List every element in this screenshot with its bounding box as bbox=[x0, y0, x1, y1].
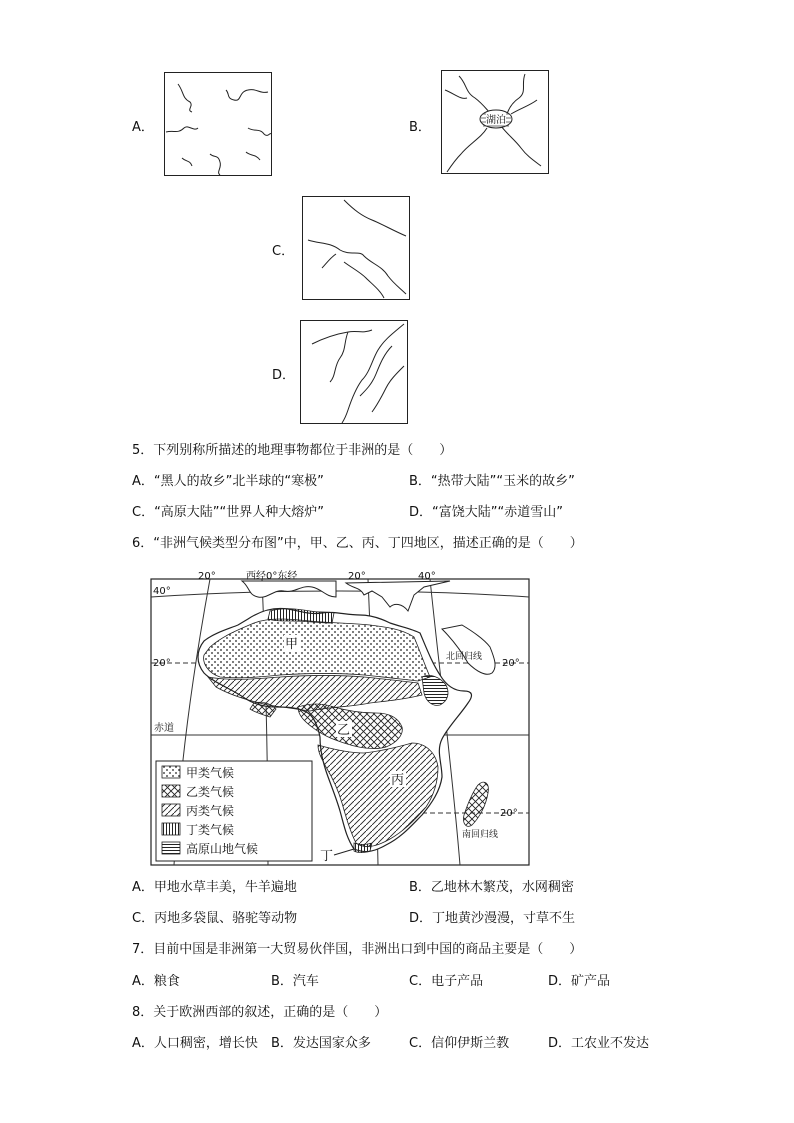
lon-20w-label: 20° bbox=[198, 571, 216, 582]
legend-swatch-bing bbox=[162, 804, 180, 816]
q5-stem: 5．下列别称所描述的地理事物都位于非洲的是（ ） bbox=[132, 443, 453, 458]
q7-stem: 7．目前中国是非洲第一大贸易伙伴国，非洲出口到中国的商品主要是（ ） bbox=[132, 942, 583, 957]
q8-option-b: B．发达国家众多 bbox=[271, 1036, 371, 1051]
lat-20n-right-label: 20° bbox=[502, 658, 520, 669]
q5-option-a: A．“黑人的故乡”北半球的“寒极” bbox=[132, 474, 324, 489]
q7-option-c: C．电子产品 bbox=[409, 974, 484, 989]
q8-option-c: C．信仰伊斯兰教 bbox=[409, 1036, 510, 1051]
river-figure-c bbox=[302, 196, 410, 300]
lat-20s-right-label: 20° bbox=[500, 808, 518, 819]
q6-stem: 6．“非洲气候类型分布图”中，甲、乙、丙、丁四地区，描述正确的是（ ） bbox=[132, 536, 583, 551]
q6-option-a: A．甲地水草丰美，牛羊遍地 bbox=[132, 880, 297, 895]
q7-option-b: B．汽车 bbox=[271, 974, 319, 989]
q5-option-d: D．“富饶大陆”“赤道雪山” bbox=[409, 505, 563, 520]
legend-swatch-yi bbox=[162, 785, 180, 797]
equator-label: 赤道 bbox=[154, 723, 174, 734]
legend-swatch-highland bbox=[162, 842, 180, 854]
q6-option-c: C．丙地多袋鼠、骆驼等动物 bbox=[132, 911, 298, 926]
q6-option-d: D．丁地黄沙漫漫，寸草不生 bbox=[409, 911, 576, 926]
legend-swatch-ding bbox=[162, 823, 180, 835]
lon-40e-label: 40° bbox=[418, 571, 436, 582]
lat-20n-left-label: 20° bbox=[153, 658, 171, 669]
option-b-label: B． bbox=[409, 120, 431, 135]
region-jia-label: 甲 bbox=[285, 637, 299, 652]
region-ding-label: 丁 bbox=[320, 849, 334, 864]
legend-swatch-jia bbox=[162, 766, 180, 778]
river-figure-b bbox=[441, 70, 549, 174]
legend-yi: 乙类气候 bbox=[186, 785, 235, 799]
tropic-capricorn-label: 南回归线 bbox=[462, 830, 499, 840]
q6-option-b: B．乙地林木繁茂，水网稠密 bbox=[409, 880, 574, 895]
region-ding-area bbox=[354, 843, 372, 853]
region-bing-label: 丙 bbox=[391, 773, 405, 788]
lat-40-label: 40° bbox=[153, 586, 171, 597]
tropic-cancer-label: 北回归线 bbox=[446, 652, 483, 662]
option-a-label: A． bbox=[132, 120, 154, 135]
option-c-label: C． bbox=[272, 244, 295, 259]
option-d-label: D． bbox=[272, 368, 296, 383]
legend-highland: 高原山地气候 bbox=[186, 842, 259, 856]
legend-bing: 丙类气候 bbox=[186, 804, 235, 818]
legend-jia: 甲类气候 bbox=[186, 766, 235, 780]
legend-ding: 丁类气候 bbox=[186, 823, 235, 837]
africa-climate-map bbox=[150, 567, 532, 867]
top-meridian-label: 西经0°东经 bbox=[246, 571, 298, 582]
region-yi-label: 乙 bbox=[337, 723, 351, 738]
q8-option-a: A．人口稠密，增长快 bbox=[132, 1036, 258, 1051]
river-figure-a bbox=[164, 72, 272, 176]
q8-stem: 8．关于欧洲西部的叙述，正确的是（ ） bbox=[132, 1005, 388, 1020]
q5-option-b: B．“热带大陆”“玉米的故乡” bbox=[409, 474, 575, 489]
q5-option-c: C．“高原大陆”“世界人种大熔炉” bbox=[132, 505, 325, 520]
lake-label: 湖泊 bbox=[486, 115, 506, 126]
q7-option-d: D．矿产品 bbox=[548, 974, 611, 989]
q8-option-d: D．工农业不发达 bbox=[548, 1036, 650, 1051]
lon-20e-label: 20° bbox=[348, 571, 366, 582]
q7-option-a: A．粮食 bbox=[132, 974, 180, 989]
river-figure-d bbox=[300, 320, 408, 424]
